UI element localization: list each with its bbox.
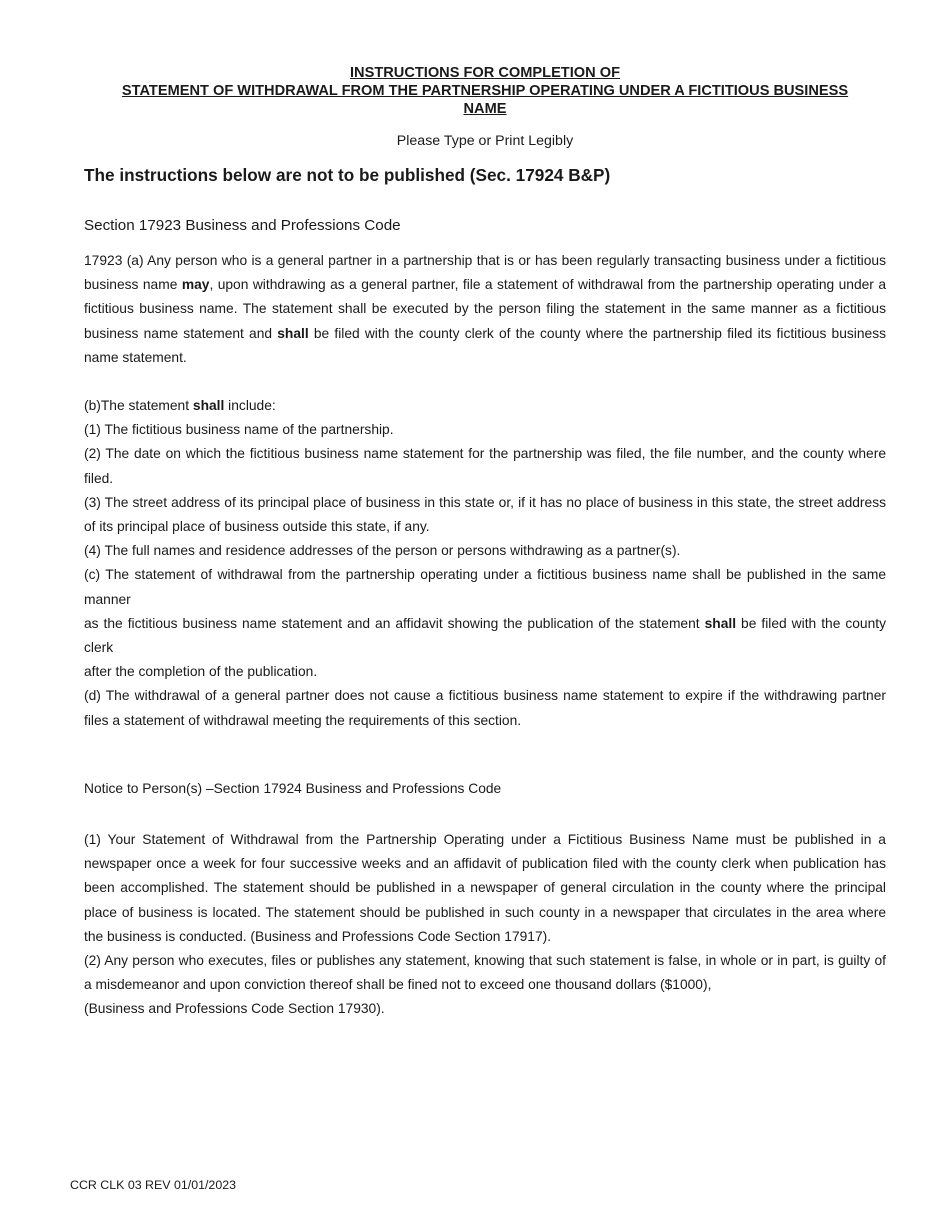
section-17923-paragraph-a: [84, 249, 886, 370]
title-line-3: NAME: [463, 101, 507, 117]
para-b-bold-shall: shall: [192, 398, 225, 413]
para-b-text-1: (b)The statement: [84, 398, 193, 413]
section-17923-requirements: [84, 394, 886, 733]
requirement-item-4: (4) The full names and residence addresses of the person or persons withdrawing as a partner(s).: [84, 543, 681, 559]
notice-17924-items: [84, 828, 886, 1022]
subtitle: Please Type or Print Legibly: [396, 133, 574, 149]
requirement-item-1: (1) The fictitious business name of the partnership.: [84, 422, 394, 438]
para-b-text-2: include:: [224, 398, 276, 413]
para-c-bold-shall: shall: [704, 615, 737, 631]
para-a-bold-may: may: [181, 277, 210, 293]
notice-17924-heading: Notice to Person(s) –Section 17924 Business and Professions Code: [84, 781, 502, 796]
notice-item-1: (1) Your Statement of Withdrawal from the Partnership Operating under a Fictitious Business Name must be published in a newspaper once a week for four successive weeks and an affidavit of publication filed with the county clerk when publication has been accomplished. The statement should be published in a newspaper of general circulation in the county where the principal place of business is located. The statement should be published in such county in a newspaper that circulates in the area where the business is conducted. (Business and Professions Code Section 17917).: [84, 832, 886, 944]
document-title: [84, 64, 886, 118]
para-a-text-1: 17923 (a) Any person who is a general partner in a partnership that is or has been regularly transacting business under a fictitious business name: [84, 253, 886, 293]
para-b-intro: [84, 394, 886, 418]
para-c-line-2: [84, 612, 886, 660]
para-c-line-1: (c) The statement of withdrawal from the partnership operating under a fictitious business name shall be published in the same manner: [84, 567, 886, 607]
para-a-text-2: , upon withdrawing as a general partner, file a statement of withdrawal from the partnership operating under a fictitious business name. The statement shall be executed by the person filing the statement in the same manner as a fictitious business name statement and: [84, 277, 887, 341]
title-line-2: STATEMENT OF WITHDRAWAL FROM THE PARTNERSHIP OPERATING UNDER A FICTITIOUS BUSINESS: [121, 83, 849, 99]
requirement-item-3: (3) The street address of its principal place of business in this state or, if it has no place of business in this state, the street address of its principal place of business outside this state, if any.: [84, 494, 886, 535]
not-published-notice: The instructions below are not to be published (Sec. 17924 B&P): [84, 165, 611, 185]
section-17923-heading: Section 17923 Business and Professions Code: [84, 217, 401, 234]
notice-item-3: (Business and Professions Code Section 17930).: [84, 1001, 385, 1017]
para-d: (d) The withdrawal of a general partner does not cause a fictitious business name statement to expire if the withdrawing partner files a statement of withdrawal meeting the requirements of this section.: [84, 688, 886, 728]
para-c-line-3: after the completion of the publication.: [84, 664, 318, 680]
para-a-bold-shall: shall: [277, 325, 309, 341]
para-c-text-2: be filed with the county clerk: [84, 615, 887, 656]
para-a-text-3: be filed with the county clerk of the county where the partnership filed its fictitious business name statement.: [84, 325, 886, 365]
para-c-text-1: as the fictitious business name statement and an affidavit showing the publication of the statement: [84, 615, 705, 631]
requirement-item-2: (2) The date on which the fictitious business name statement for the partnership was filed, the file number, and the county where filed.: [84, 446, 886, 486]
title-line-1: INSTRUCTIONS FOR COMPLETION OF: [350, 65, 620, 81]
form-code-footer: CCR CLK 03 REV 01/01/2023: [70, 1178, 236, 1192]
notice-item-2: (2) Any person who executes, files or publishes any statement, knowing that such statement is false, in whole or in part, is guilty of a misdemeanor and upon conviction thereof shall be fined not to exceed one thousand dollars ($1000),: [84, 953, 886, 993]
